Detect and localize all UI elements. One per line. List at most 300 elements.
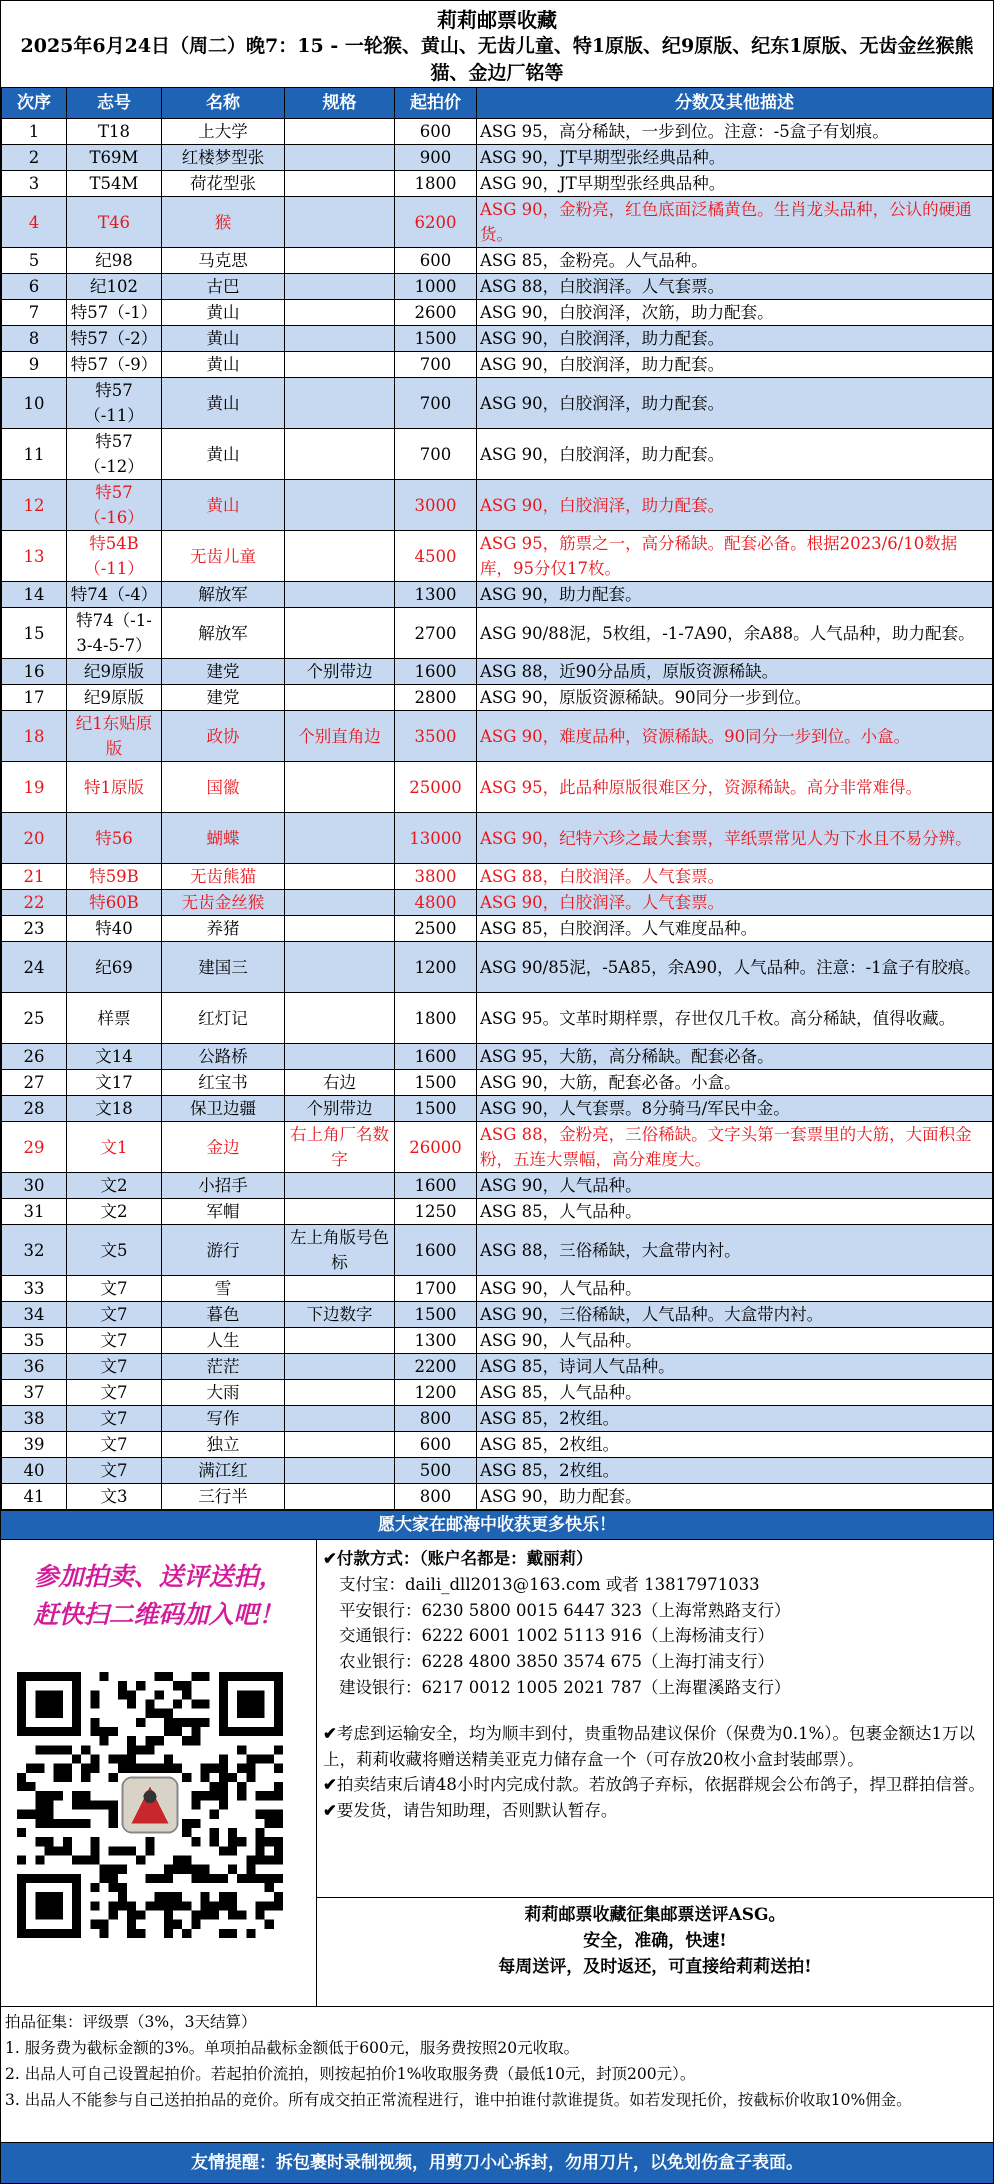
stamp-code: 文7 (67, 1458, 162, 1484)
start-price: 1700 (395, 1276, 477, 1302)
stamp-name: 上大学 (162, 119, 285, 145)
stamp-spec (285, 1173, 395, 1199)
stamp-code: 纪9原版 (67, 659, 162, 685)
lot-number: 20 (2, 813, 67, 864)
stamp-name: 三行半 (162, 1484, 285, 1510)
stamp-code: 纪102 (67, 274, 162, 300)
start-price: 3800 (395, 864, 477, 890)
stamp-spec (285, 197, 395, 248)
lot-description: ASG 90，白胶润泽，助力配套。 (477, 480, 993, 531)
table-row (2, 1302, 993, 1328)
stamp-spec (285, 685, 395, 711)
lot-description: ASG 90，白胶润泽，助力配套。 (477, 326, 993, 352)
stamp-spec: 左上角版号色标 (285, 1225, 395, 1276)
stamp-spec (285, 352, 395, 378)
table-row (2, 711, 993, 762)
check-icon: ✔ (323, 1549, 337, 1568)
payment-info (317, 1540, 993, 1897)
table-row (2, 1070, 993, 1096)
start-price: 600 (395, 1432, 477, 1458)
stamp-spec: 个别带边 (285, 1096, 395, 1122)
stamp-code: 特40 (67, 916, 162, 942)
stamp-spec (285, 813, 395, 864)
stamp-spec: 右上角厂名数字 (285, 1122, 395, 1173)
stamp-name: 大雨 (162, 1380, 285, 1406)
lot-description: ASG 85，人气品种。 (477, 1199, 993, 1225)
lot-description: ASG 90，白胶润泽，次筋，助力配套。 (477, 300, 993, 326)
stamp-name: 马克思 (162, 248, 285, 274)
stamp-spec (285, 864, 395, 890)
stamp-spec (285, 171, 395, 197)
table-row (2, 1225, 993, 1276)
start-price: 800 (395, 1484, 477, 1510)
start-price: 2600 (395, 300, 477, 326)
lot-number: 3 (2, 171, 67, 197)
lot-number: 15 (2, 608, 67, 659)
bank-account-ccb: 建设银行：6217 0012 1005 2021 787（上海瞿溪路支行） (339, 1677, 791, 1697)
lot-number: 10 (2, 378, 67, 429)
rule-item: 3. 出品人不能参与自己送拍拍品的竞价。所有成交拍正常流程进行，谁中拍谁付款谁提货。如若发现托价，按截标价收取10%佣金。 (5, 2091, 912, 2109)
stamp-spec (285, 993, 395, 1044)
stamp-code: 文14 (67, 1044, 162, 1070)
table-row (2, 119, 993, 145)
col-header-spec: 规格 (285, 88, 395, 119)
table-row (2, 813, 993, 864)
start-price: 700 (395, 378, 477, 429)
start-price: 1200 (395, 942, 477, 993)
bank-account-abc: 农业银行：6228 4800 3850 3574 675（上海打浦支行） (339, 1652, 774, 1672)
lot-number: 8 (2, 326, 67, 352)
stamp-name: 荷花型张 (162, 171, 285, 197)
lot-description: ASG 90，人气品种。 (477, 1173, 993, 1199)
sheet-header (1, 1, 993, 87)
table-row (2, 1406, 993, 1432)
stamp-code: T18 (67, 119, 162, 145)
lot-number: 32 (2, 1225, 67, 1276)
stamp-name: 人生 (162, 1328, 285, 1354)
start-price: 1600 (395, 1044, 477, 1070)
lot-description: ASG 90，人气套票。8分骑马/军民中金。 (477, 1096, 993, 1122)
stamp-name: 国徽 (162, 762, 285, 813)
lot-number: 31 (2, 1199, 67, 1225)
stamp-name: 雪 (162, 1276, 285, 1302)
col-header-desc: 分数及其他描述 (477, 88, 993, 119)
start-price: 4800 (395, 890, 477, 916)
lot-description: ASG 90，助力配套。 (477, 1484, 993, 1510)
stamp-name: 建国三 (162, 942, 285, 993)
stamp-spec (285, 1406, 395, 1432)
stamp-spec (285, 1354, 395, 1380)
shipping-note: ✔考虑到运输安全，均为顺丰到付，贵重物品建议保价（保费为0.1%）。包裹金额达1万以上，莉莉收藏将赠送精美亚克力储存盒一个（可存放20枚小盒封装邮票）。 (323, 1723, 975, 1769)
stamp-name: 黄山 (162, 352, 285, 378)
stamp-name: 黄山 (162, 429, 285, 480)
stamp-spec (285, 1276, 395, 1302)
start-price: 3500 (395, 711, 477, 762)
lot-number: 16 (2, 659, 67, 685)
start-price: 1300 (395, 1328, 477, 1354)
start-price: 1800 (395, 993, 477, 1044)
stamp-name: 建党 (162, 685, 285, 711)
lot-description: ASG 90，白胶润泽，助力配套。 (477, 352, 993, 378)
table-row (2, 762, 993, 813)
lot-number: 24 (2, 942, 67, 993)
stamp-code: 特57（-1） (67, 300, 162, 326)
stamp-code: T54M (67, 171, 162, 197)
table-row (2, 531, 993, 582)
stamp-code: 文7 (67, 1406, 162, 1432)
stamp-code: 特57（-16） (67, 480, 162, 531)
stamp-code: 文3 (67, 1484, 162, 1510)
col-header-price: 起拍价 (395, 88, 477, 119)
stamp-code: 文7 (67, 1432, 162, 1458)
lot-number: 18 (2, 711, 67, 762)
start-price: 1250 (395, 1199, 477, 1225)
lot-number: 17 (2, 685, 67, 711)
lot-number: 14 (2, 582, 67, 608)
stamp-code: 文5 (67, 1225, 162, 1276)
start-price: 3000 (395, 480, 477, 531)
lot-description: ASG 85，2枚组。 (477, 1406, 993, 1432)
stamp-code: 特57（-2） (67, 326, 162, 352)
lot-number: 39 (2, 1432, 67, 1458)
start-price: 2800 (395, 685, 477, 711)
stamp-code: 特57（-12） (67, 429, 162, 480)
table-row (2, 685, 993, 711)
stamp-spec (285, 608, 395, 659)
table-row (2, 326, 993, 352)
bank-account-pingan: 平安银行：6230 5800 0015 6447 323（上海常熟路支行） (339, 1600, 791, 1620)
table-row (2, 942, 993, 993)
stamp-spec (285, 326, 395, 352)
start-price: 1800 (395, 171, 477, 197)
start-price: 900 (395, 145, 477, 171)
stamp-name: 茫茫 (162, 1354, 285, 1380)
lot-description: ASG 88，金粉亮，三俗稀缺。文字头第一套票里的大筋，大面积金粉，五连大票幅，高分难度大。 (477, 1122, 993, 1173)
lot-description: ASG 90，金粉亮，红色底面泛橘黄色。生肖龙头品种，公认的硬通货。 (477, 197, 993, 248)
lot-number: 25 (2, 993, 67, 1044)
stamp-name: 无齿儿童 (162, 531, 285, 582)
lot-number: 4 (2, 197, 67, 248)
check-icon: ✔ (323, 1723, 337, 1743)
stamp-spec (285, 1328, 395, 1354)
ad-line-3: 每周送评，及时返还，可直接给莉莉送拍! (498, 1957, 812, 1977)
stamp-code: T69M (67, 145, 162, 171)
start-price: 600 (395, 119, 477, 145)
table-row (2, 1432, 993, 1458)
lot-description: ASG 90，大筋，配套必备。小盒。 (477, 1070, 993, 1096)
lot-description: ASG 90，JT早期型张经典品种。 (477, 171, 993, 197)
lot-description: ASG 95，筋票之一，高分稀缺。配套必备。根据2023/6/10数据库，95分仅17枚。 (477, 531, 993, 582)
stamp-name: 小招手 (162, 1173, 285, 1199)
lot-table-body (2, 119, 993, 1510)
table-row (2, 274, 993, 300)
table-row (2, 248, 993, 274)
stamp-spec (285, 531, 395, 582)
stamp-name: 无齿熊猫 (162, 864, 285, 890)
table-row (2, 197, 993, 248)
lot-description: ASG 90，JT早期型张经典品种。 (477, 145, 993, 171)
stamp-name: 写作 (162, 1406, 285, 1432)
lot-description: ASG 90，人气品种。 (477, 1328, 993, 1354)
lot-description: ASG 90，助力配套。 (477, 582, 993, 608)
lot-number: 22 (2, 890, 67, 916)
rule-item: 1. 服务费为截标金额的3%。单项拍品截标金额低于600元，服务费按照20元收取。 (5, 2039, 580, 2057)
stamp-spec (285, 119, 395, 145)
stamp-name: 无齿金丝猴 (162, 890, 285, 916)
stamp-code: 特74（-4） (67, 582, 162, 608)
start-price: 800 (395, 1406, 477, 1432)
col-header-no: 次序 (2, 88, 67, 119)
lot-description: ASG 88，近90分品质，原版资源稀缺。 (477, 659, 993, 685)
table-row (2, 1354, 993, 1380)
stamp-spec: 右边 (285, 1070, 395, 1096)
lot-number: 38 (2, 1406, 67, 1432)
stamp-code: 纪9原版 (67, 685, 162, 711)
stamp-name: 猴 (162, 197, 285, 248)
lot-number: 30 (2, 1173, 67, 1199)
stamp-name: 黄山 (162, 326, 285, 352)
lot-description: ASG 90，难度品种，资源稀缺。90同分一步到位。小盒。 (477, 711, 993, 762)
lot-description: ASG 90，纪特六珍之最大套票，苹纸票常见人为下水且不易分辨。 (477, 813, 993, 864)
payment-deadline-note: ✔拍卖结束后请48小时内完成付款。若放鸽子弃标，依据群规会公布鸽子，捍卫群拍信誉。 (323, 1775, 985, 1795)
stamp-spec (285, 480, 395, 531)
lot-number: 40 (2, 1458, 67, 1484)
start-price: 600 (395, 248, 477, 274)
stamp-name: 金边 (162, 1122, 285, 1173)
lot-number: 13 (2, 531, 67, 582)
stamp-code: 特54B（-11） (67, 531, 162, 582)
lot-description: ASG 90，白胶润泽，助力配套。 (477, 429, 993, 480)
lot-number: 28 (2, 1096, 67, 1122)
stamp-spec (285, 1432, 395, 1458)
lot-description: ASG 88，三俗稀缺，大盒带内衬。 (477, 1225, 993, 1276)
stamp-name: 红楼梦型张 (162, 145, 285, 171)
lot-table (1, 87, 993, 1510)
stamp-code: 特56 (67, 813, 162, 864)
grading-ad (317, 1897, 993, 2006)
promo-line-1: 参加拍卖、送评送拍， (33, 1562, 284, 1591)
lot-number: 36 (2, 1354, 67, 1380)
table-row (2, 300, 993, 326)
stamp-code: 特59B (67, 864, 162, 890)
start-price: 26000 (395, 1122, 477, 1173)
stamp-code: 文7 (67, 1328, 162, 1354)
lot-number: 29 (2, 1122, 67, 1173)
promo-text (1, 1558, 316, 1634)
start-price: 1300 (395, 582, 477, 608)
stamp-name: 解放军 (162, 582, 285, 608)
table-row (2, 145, 993, 171)
auction-subtitle: 2025年6月24日（周二）晚7：15 - 一轮猴、黄山、无齿儿童、特1原版、纪9原版、纪东1原版、无齿金丝猴熊猫、金边厂铭等 (20, 35, 974, 84)
table-row (2, 1380, 993, 1406)
stamp-spec (285, 378, 395, 429)
lot-description: ASG 95，大筋，高分稀缺。配套必备。 (477, 1044, 993, 1070)
stamp-code: 特60B (67, 890, 162, 916)
stamp-code: 文1 (67, 1122, 162, 1173)
lot-number: 5 (2, 248, 67, 274)
lot-number: 21 (2, 864, 67, 890)
check-icon: ✔ (323, 1801, 337, 1821)
table-row (2, 1484, 993, 1510)
start-price: 4500 (395, 531, 477, 582)
start-price: 1200 (395, 1380, 477, 1406)
stamp-name: 养猪 (162, 916, 285, 942)
table-row (2, 1096, 993, 1122)
start-price: 1600 (395, 1225, 477, 1276)
lot-description: ASG 85，诗词人气品种。 (477, 1354, 993, 1380)
stamp-code: 文7 (67, 1354, 162, 1380)
start-price: 1600 (395, 1173, 477, 1199)
lot-description: ASG 85，金粉亮。人气品种。 (477, 248, 993, 274)
start-price: 1500 (395, 1096, 477, 1122)
payment-panel (317, 1540, 993, 2006)
lot-number: 12 (2, 480, 67, 531)
stamp-spec (285, 1484, 395, 1510)
col-header-name: 名称 (162, 88, 285, 119)
table-row (2, 1122, 993, 1173)
stamp-name: 游行 (162, 1225, 285, 1276)
table-row (2, 864, 993, 890)
table-row (2, 1276, 993, 1302)
stamp-spec (285, 274, 395, 300)
stamp-name: 红灯记 (162, 993, 285, 1044)
stamp-spec (285, 890, 395, 916)
table-row (2, 378, 993, 429)
stamp-name: 政协 (162, 711, 285, 762)
lot-description: ASG 88，白胶润泽。人气套票。 (477, 864, 993, 890)
start-price: 25000 (395, 762, 477, 813)
table-row (2, 608, 993, 659)
stamp-name: 黄山 (162, 378, 285, 429)
table-row (2, 659, 993, 685)
payment-title: 付款方式：（账户名都是：戴丽莉） (336, 1549, 593, 1568)
stamp-code: 文2 (67, 1199, 162, 1225)
stamp-name: 满江红 (162, 1458, 285, 1484)
lot-description: ASG 88，白胶润泽。人气套票。 (477, 274, 993, 300)
lot-description: ASG 90/88泥，5枚组，-1-7A90，余A88。人气品种，助力配套。 (477, 608, 993, 659)
stamp-code: 特74（-1-3-4-5-7） (67, 608, 162, 659)
stamp-spec (285, 248, 395, 274)
stamp-spec (285, 429, 395, 480)
lot-number: 37 (2, 1380, 67, 1406)
lot-description: ASG 90，三俗稀缺，人气品种。大盒带内衬。 (477, 1302, 993, 1328)
lot-description: ASG 90，白胶润泽。人气套票。 (477, 890, 993, 916)
stamp-name: 黄山 (162, 480, 285, 531)
start-price: 13000 (395, 813, 477, 864)
stamp-code: 文7 (67, 1302, 162, 1328)
lot-number: 1 (2, 119, 67, 145)
stamp-code: 文2 (67, 1173, 162, 1199)
stamp-name: 独立 (162, 1432, 285, 1458)
stamp-spec: 下边数字 (285, 1302, 395, 1328)
stamp-code: 纪1东贴原版 (67, 711, 162, 762)
lot-description: ASG 95，此品种原版很难区分，资源稀缺。高分非常难得。 (477, 762, 993, 813)
stamp-spec: 个别带边 (285, 659, 395, 685)
table-row (2, 171, 993, 197)
lot-description: ASG 90/85泥，-5A85，余A90，人气品种。注意：-1盒子有胶痕。 (477, 942, 993, 993)
ad-line-1: 莉莉邮票收藏征集邮票送评ASG。 (524, 1905, 786, 1925)
stamp-name: 军帽 (162, 1199, 285, 1225)
lot-description: ASG 90，人气品种。 (477, 1276, 993, 1302)
stamp-name: 蝴蝶 (162, 813, 285, 864)
stamp-name: 保卫边疆 (162, 1096, 285, 1122)
delivery-note: ✔要发货，请告知助理，否则默认暂存。 (323, 1801, 618, 1821)
lot-description: ASG 95。文革时期样票，存世仅几千枚。高分稀缺，值得收藏。 (477, 993, 993, 1044)
table-row (2, 890, 993, 916)
stamp-name: 解放军 (162, 608, 285, 659)
stamp-code: 样票 (67, 993, 162, 1044)
stamp-code: 特1原版 (67, 762, 162, 813)
start-price: 500 (395, 1458, 477, 1484)
qr-code-icon[interactable] (17, 1672, 283, 1938)
stamp-code: 特57（-9） (67, 352, 162, 378)
stamp-spec (285, 1199, 395, 1225)
lot-number: 26 (2, 1044, 67, 1070)
table-row (2, 480, 993, 531)
stamp-name: 暮色 (162, 1302, 285, 1328)
table-row (2, 1173, 993, 1199)
lot-description: ASG 85，2枚组。 (477, 1458, 993, 1484)
check-icon: ✔ (323, 1775, 337, 1795)
start-price: 2500 (395, 916, 477, 942)
stamp-spec (285, 1380, 395, 1406)
start-price: 2200 (395, 1354, 477, 1380)
lot-number: 23 (2, 916, 67, 942)
lot-description: ASG 95，高分稀缺，一步到位。注意：-5盒子有划痕。 (477, 119, 993, 145)
stamp-code: 纪69 (67, 942, 162, 993)
table-row (2, 916, 993, 942)
stamp-code: 文7 (67, 1276, 162, 1302)
lot-number: 7 (2, 300, 67, 326)
start-price: 1600 (395, 659, 477, 685)
table-header-row (2, 88, 993, 119)
lot-number: 33 (2, 1276, 67, 1302)
stamp-spec (285, 916, 395, 942)
table-row (2, 1458, 993, 1484)
start-price: 1500 (395, 326, 477, 352)
table-row (2, 1328, 993, 1354)
start-price: 2700 (395, 608, 477, 659)
stamp-name: 红宝书 (162, 1070, 285, 1096)
start-price: 1000 (395, 274, 477, 300)
table-row (2, 993, 993, 1044)
ad-line-2: 安全，准确，快速! (583, 1931, 727, 1951)
lot-description: ASG 85，白胶润泽。人气难度品种。 (477, 916, 993, 942)
table-row (2, 582, 993, 608)
footer-reminder: 友情提醒：拆包裹时录制视频，用剪刀小心拆封，勿用刀片，以免划伤盒子表面。 (1, 2142, 993, 2183)
consignment-rules (1, 2006, 993, 2142)
lot-number: 2 (2, 145, 67, 171)
lot-number: 6 (2, 274, 67, 300)
stamp-spec: 个别直角边 (285, 711, 395, 762)
lot-number: 19 (2, 762, 67, 813)
wish-banner: 愿大家在邮海中收获更多快乐！ (1, 1510, 993, 1539)
lot-number: 41 (2, 1484, 67, 1510)
table-row (2, 429, 993, 480)
stamp-name: 建党 (162, 659, 285, 685)
stamp-spec (285, 145, 395, 171)
stamp-code: 文7 (67, 1380, 162, 1406)
start-price: 700 (395, 352, 477, 378)
lot-number: 35 (2, 1328, 67, 1354)
stamp-code: 文18 (67, 1096, 162, 1122)
stamp-code: T46 (67, 197, 162, 248)
start-price: 1500 (395, 1302, 477, 1328)
table-row (2, 352, 993, 378)
stamp-code: 文17 (67, 1070, 162, 1096)
stamp-spec (285, 300, 395, 326)
bank-account-bocom: 交通银行：6222 6001 1002 5113 916（上海杨浦支行） (339, 1626, 774, 1646)
